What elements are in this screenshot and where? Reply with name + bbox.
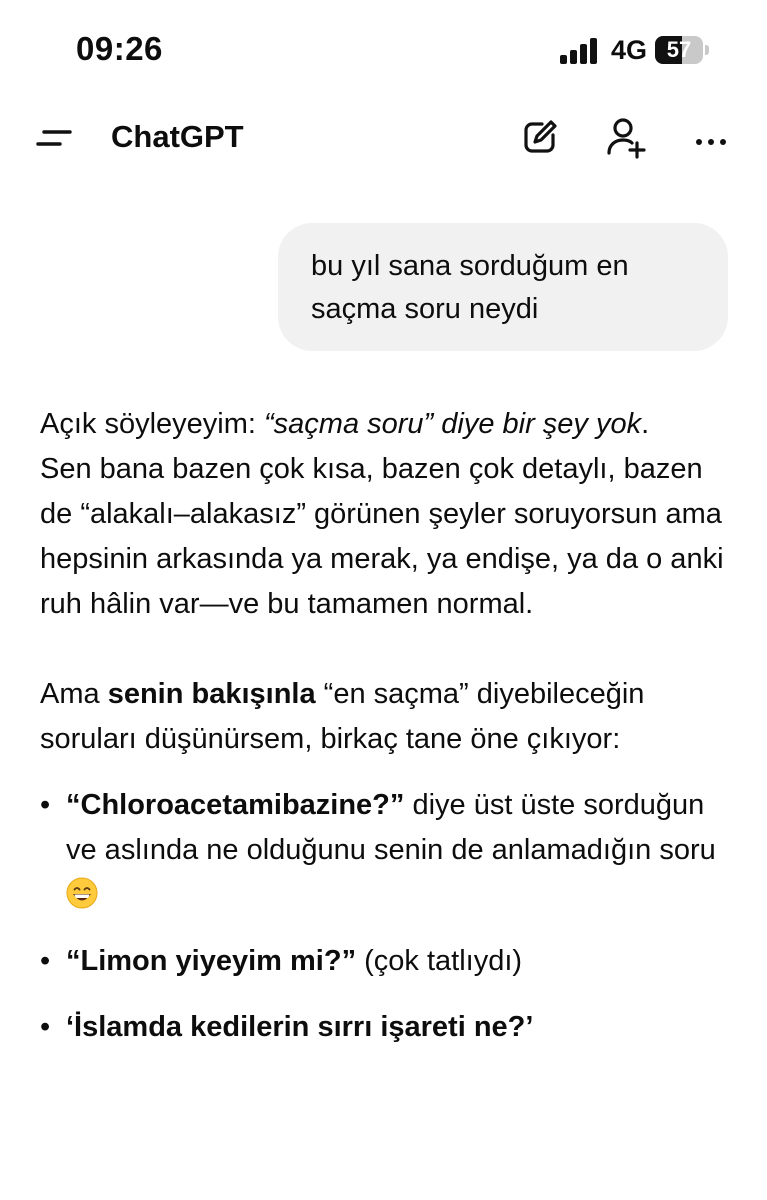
grinning-face-emoji-icon (66, 877, 98, 909)
list-item-text: diye üst üste sorduğun ve aslında ne olduğunu senin de anlamadığın soru (66, 789, 716, 866)
answer-text: Açık söyleyeyim: (40, 408, 264, 440)
list-item-bold: “Chloroacetamibazine?” (66, 789, 405, 821)
assistant-message (40, 402, 740, 1050)
answer-italic: “saçma soru” diye bir şey yok (264, 408, 642, 440)
menu-icon[interactable] (36, 123, 74, 153)
list-item (40, 1005, 740, 1050)
user-message-bubble[interactable] (278, 223, 728, 351)
more-icon[interactable] (690, 115, 734, 159)
answer-text: “en saçma” diyebileceğin soruları düşünürsem, birkaç tane öne çıkıyor: (40, 678, 645, 755)
status-bar (0, 0, 767, 100)
list-item-bold: “Limon yiyeyim mi?” (66, 945, 357, 977)
answer-text: Ama (40, 678, 108, 710)
answer-text: . (641, 408, 650, 440)
answer-paragraph (40, 672, 740, 762)
list-item-bold: ‘İslamda kedilerin sırrı işareti ne?’ (66, 1011, 534, 1043)
app-title: ChatGPT (111, 119, 244, 154)
user-message-text: bu yıl sana sorduğum en saçma soru neydi (311, 250, 629, 325)
signal-icon (560, 38, 600, 64)
add-person-icon[interactable] (603, 115, 647, 159)
network-type: 4G (611, 35, 648, 65)
list-item (40, 939, 740, 984)
new-chat-icon[interactable] (518, 115, 562, 159)
answer-paragraph (40, 402, 740, 447)
answer-bold: senin bakışınla (107, 678, 316, 710)
list-item (40, 783, 740, 918)
battery-level: 57 (666, 37, 692, 62)
battery-icon (655, 36, 707, 64)
answer-paragraph: Sen bana bazen çok kısa, bazen çok detaylı, bazen de “alakalı–alakasız” görünen şeyler soruyorsun ama hepsinin arkasında ya merak, ya endişe, ya da o anki ruh hâlin var—ve bu tamamen normal. (40, 453, 724, 620)
list-item-text: (çok tatlıydı) (356, 945, 523, 977)
status-time: 09:26 (76, 30, 163, 67)
app-header (0, 105, 767, 169)
